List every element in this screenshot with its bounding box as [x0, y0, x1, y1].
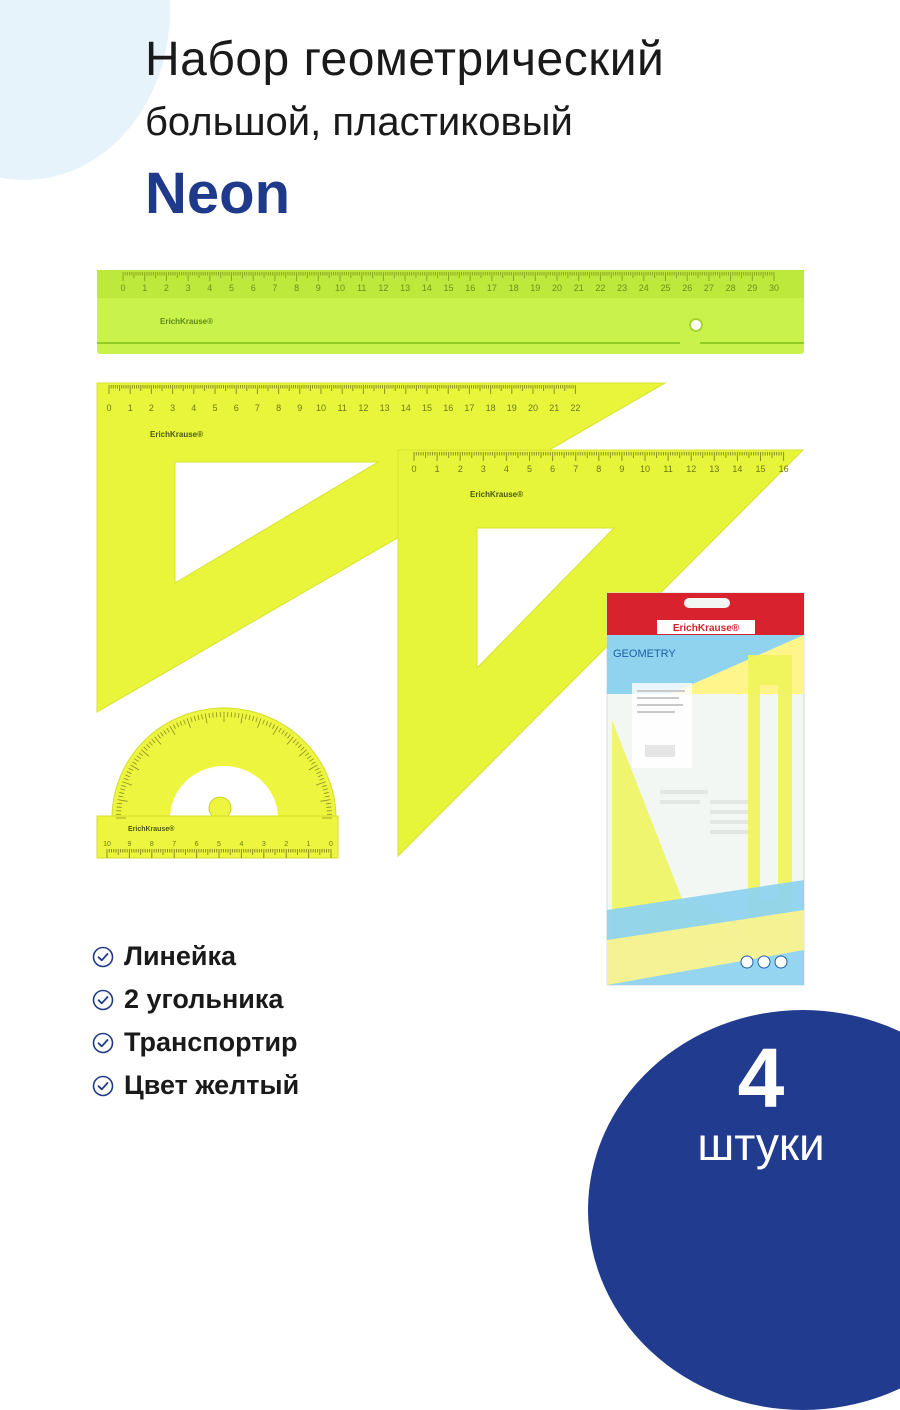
feature-label: 2 угольника — [124, 984, 283, 1015]
triangle-1-tick-label: 9 — [297, 403, 302, 413]
triangle-2-tick-label: 7 — [573, 464, 578, 474]
protractor-arc-tick — [213, 713, 214, 718]
triangle-1-tick-label: 11 — [338, 403, 347, 413]
ruler-tick-label: 13 — [400, 283, 410, 293]
protractor-base-tick-label: 0 — [329, 841, 333, 848]
triangle-2-tick-label: 8 — [596, 464, 601, 474]
ruler-tick-label: 26 — [682, 283, 692, 293]
quantity-unit: штуки — [676, 1117, 846, 1171]
package-label: GEOMETRY — [613, 648, 676, 660]
triangle-2-tick-label: 13 — [709, 464, 719, 474]
ruler-tick-label: 25 — [660, 283, 670, 293]
protractor-base-tick-label: 4 — [239, 841, 243, 848]
triangle-2-tick-label: 4 — [504, 464, 509, 474]
title-line-1: Набор геометрический — [145, 32, 664, 87]
protractor-base-tick-label: 2 — [284, 841, 288, 848]
ruler-tick-label: 27 — [704, 283, 714, 293]
ruler-tick-label: 4 — [207, 283, 212, 293]
package-brand: ErichKrause® — [673, 623, 740, 634]
triangle-1-tick-label: 6 — [234, 403, 239, 413]
triangle-1-tick-label: 1 — [128, 403, 133, 413]
triangle-1-tick-label: 5 — [212, 403, 217, 413]
protractor-base-tick-label: 6 — [195, 841, 199, 848]
triangle-1-tick-label: 16 — [443, 403, 453, 413]
protractor-arc-tick — [235, 713, 236, 718]
feature-ruler — [92, 935, 299, 978]
ruler-tick-label: 6 — [251, 283, 256, 293]
triangle-1-tick-label: 14 — [401, 403, 411, 413]
protractor-base-tick-label: 5 — [217, 841, 221, 848]
triangle-2-tick-label: 10 — [640, 464, 650, 474]
feature-label: Цвет желтый — [124, 1070, 299, 1101]
ruler-tick-label: 21 — [574, 283, 584, 293]
ruler-tick-label: 7 — [272, 283, 277, 293]
triangle-1-brand: ErichKrause® — [150, 430, 203, 439]
triangle-1-tick-label: 3 — [170, 403, 175, 413]
ruler-tick-label: 16 — [465, 283, 475, 293]
ruler-tick-label: 2 — [164, 283, 169, 293]
triangle-1-tick-label: 4 — [191, 403, 196, 413]
triangle-1-tick-label: 8 — [276, 403, 281, 413]
ruler-tick-label: 14 — [422, 283, 432, 293]
triangle-1-tick-label: 13 — [380, 403, 390, 413]
ruler-tick-label: 23 — [617, 283, 627, 293]
triangle-1-tick-label: 22 — [570, 403, 580, 413]
ruler-tick-label: 0 — [120, 283, 125, 293]
feature-label: Транспортир — [124, 1027, 298, 1058]
ruler-tick-label: 1 — [142, 283, 147, 293]
triangle-1-tick-label: 17 — [464, 403, 474, 413]
check-circle-icon — [92, 946, 114, 968]
ruler-tick-label: 5 — [229, 283, 234, 293]
triangle-2-tick-label: 12 — [686, 464, 696, 474]
triangle-1-tick-label: 21 — [549, 403, 559, 413]
feature-color — [92, 1064, 299, 1107]
protractor-base-tick-label: 7 — [172, 841, 176, 848]
ruler-tick-label: 18 — [509, 283, 519, 293]
protractor-base-tick-label: 10 — [103, 841, 111, 848]
features-list — [92, 935, 299, 1107]
protractor-brand: ErichKrause® — [128, 825, 175, 833]
protractor — [97, 708, 338, 858]
triangle-2-tick-label: 3 — [481, 464, 486, 474]
triangle-1-tick-label: 10 — [316, 403, 326, 413]
title-line-2: большой, пластиковый — [145, 100, 573, 145]
triangle-1-tick-label: 0 — [106, 403, 111, 413]
package — [607, 593, 804, 985]
check-circle-icon — [92, 1032, 114, 1054]
triangle-2-tick-label: 11 — [663, 464, 672, 474]
ruler-tick-label: 20 — [552, 283, 562, 293]
ruler-tick-label: 28 — [726, 283, 736, 293]
triangle-1-tick-label: 15 — [422, 403, 432, 413]
ruler-tick-label: 17 — [487, 283, 497, 293]
triangle-1-tick-label: 18 — [486, 403, 496, 413]
quantity-count: 4 — [716, 1030, 806, 1127]
ruler — [97, 270, 804, 354]
protractor-base-tick-label: 9 — [127, 841, 131, 848]
ruler-tick-label: 24 — [639, 283, 649, 293]
ruler-tick-label: 8 — [294, 283, 299, 293]
triangle-2-tick-label: 15 — [755, 464, 765, 474]
brand-name: Neon — [145, 160, 290, 227]
ruler-brand: ErichKrause® — [160, 317, 213, 326]
triangle-1-tick-label: 2 — [149, 403, 154, 413]
triangle-2-tick-label: 9 — [619, 464, 624, 474]
ruler-tick-label: 12 — [378, 283, 388, 293]
triangle-2-tick-label: 16 — [779, 464, 789, 474]
triangle-2-tick-label: 6 — [550, 464, 555, 474]
triangle-2-tick-label: 0 — [411, 464, 416, 474]
protractor-arc-tick — [326, 807, 331, 808]
ruler-tick-label: 3 — [186, 283, 191, 293]
triangle-1-tick-label: 12 — [358, 403, 368, 413]
protractor-base-tick-label: 8 — [150, 841, 154, 848]
ruler-tick-label: 29 — [747, 283, 757, 293]
ruler-tick-label: 10 — [335, 283, 345, 293]
triangle-2-tick-label: 5 — [527, 464, 532, 474]
feature-protractor — [92, 1021, 299, 1064]
feature-label: Линейка — [124, 941, 236, 972]
triangle-1-tick-label: 19 — [507, 403, 517, 413]
ruler-tick-label: 22 — [595, 283, 605, 293]
ruler-tick-label: 15 — [443, 283, 453, 293]
ruler-tick-label: 9 — [316, 283, 321, 293]
check-circle-icon — [92, 1075, 114, 1097]
triangle-2-tick-label: 2 — [458, 464, 463, 474]
triangle-1-tick-label: 7 — [255, 403, 260, 413]
protractor-base-tick-label: 1 — [307, 841, 311, 848]
triangle-2-tick-label: 14 — [732, 464, 742, 474]
triangle-2-tick-label: 1 — [435, 464, 440, 474]
feature-set-squares — [92, 978, 299, 1021]
triangle-1-tick-label: 20 — [528, 403, 538, 413]
ruler-tick-label: 11 — [357, 283, 366, 293]
ruler-tick-label: 19 — [530, 283, 540, 293]
protractor-base-tick-label: 3 — [262, 841, 266, 848]
ruler-tick-label: 30 — [769, 283, 779, 293]
protractor-arc-tick — [117, 807, 122, 808]
check-circle-icon — [92, 989, 114, 1011]
triangle-2-brand: ErichKrause® — [470, 490, 523, 499]
